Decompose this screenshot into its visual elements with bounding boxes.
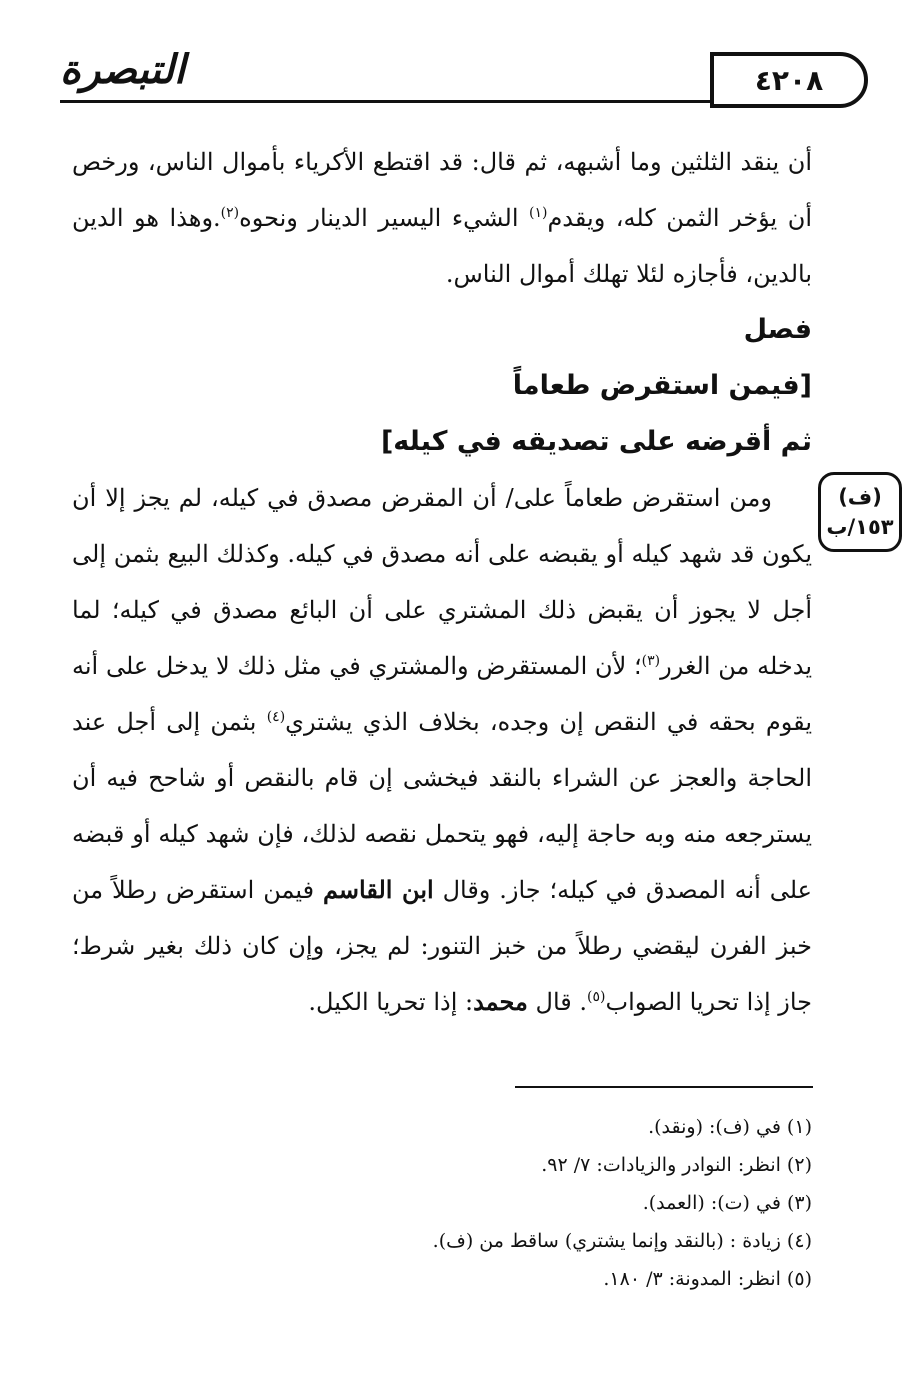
text-run: فيمن استقرض رطلاً من خبز الفرن ليقضي رطلاً من خبز التنور: لم يجز، وإن كان ذلك بغير شرط؛ جاز إذا تحريا الصواب [72, 876, 813, 1016]
section-title-line1: [فيمن استقرض طعاماً [512, 370, 812, 401]
page-number: ٤٢٠٨ [710, 52, 868, 108]
person-name: ابن القاسم [322, 875, 434, 904]
text-run: الشيء اليسير الدينار ونحوه [239, 204, 529, 232]
footnote-ref-3: (٣) [641, 653, 661, 669]
footnotes [72, 1108, 812, 1298]
text-run: .وهذا هو الدين بالدين، فأجازه لئلا تهلك أموال الناس. [72, 204, 812, 288]
section-title-line2: ثم أقرضه على تصديقه في كيله] [380, 426, 812, 457]
footnote-1: (١) في (ف): (ونقد). [648, 1116, 812, 1138]
footnote-3: (٣) في (ت): (العمد). [642, 1192, 812, 1214]
header-rule [60, 100, 720, 103]
margin-note-line1: (ف) [838, 485, 882, 509]
margin-note-line2: ١٥٣/ب [826, 515, 894, 539]
text-run: . قال [527, 988, 588, 1016]
footnote-ref-1: (١) [528, 205, 548, 221]
footnote-ref-4: (٤) [266, 709, 286, 725]
person-name: محمد [473, 987, 528, 1016]
text-run: بثمن إلى أجل عند الحاجة والعجز عن الشراء بالنقد فيخشى إن قام بالنقص أو شاحح فيه أن يسترجعه منه وبه حاجة إليه، فهو يتحمل نقصه لذلك، فإن شهد كيله أو قبضه على أنه المصدق في كيله؛ جاز. وقال [72, 708, 812, 904]
book-title: التبصرة [60, 46, 186, 93]
main-text [72, 134, 812, 1030]
paragraph-1 [72, 134, 812, 302]
text-run: : إذا تحريا الكيل. [308, 988, 474, 1016]
footnote-4: (٤) زيادة : (بالنقد وإنما يشتري) ساقط من (ف). [432, 1230, 812, 1252]
page-header [60, 40, 824, 120]
footnote-ref-2: (٢) [220, 205, 240, 221]
footnote-ref-5: (٥) [587, 989, 606, 1005]
text-run: أن ينقد الثلثين وما أشبهه، ثم قال: قد اقتطع الأكرياء بأموال الناس، ورخص أن يؤخر الثمن كله، ويقدم [72, 148, 812, 232]
margin-manuscript-reference [818, 472, 902, 552]
footnote-5: (٥) انظر: المدونة: ٣/ ١٨٠. [603, 1268, 812, 1290]
paragraph-2 [72, 470, 812, 1030]
footnote-separator [515, 1086, 813, 1088]
text-run: ومن استقرض طعاماً على/ أن المقرض مصدق في كيله، لم يجز إلا أن يكون قد شهد كيله أو يقبضه على أنه مصدق في كيله. وكذلك البيع بثمن إلى أجل لا يجوز أن يقبض ذلك المشتري على أن البائع مصدق في كيله؛ لما يدخله من الغرر [72, 484, 812, 680]
section-label: فصل [743, 314, 812, 345]
text-run: ؛ لأن المستقرض والمشتري في مثل ذلك لا يدخل على أنه يقوم بحقه في النقص إن وجده، بخلاف الذي يشتري [72, 652, 813, 736]
footnote-2: (٢) انظر: النوادر والزيادات: ٧/ ٩٢. [541, 1154, 812, 1176]
